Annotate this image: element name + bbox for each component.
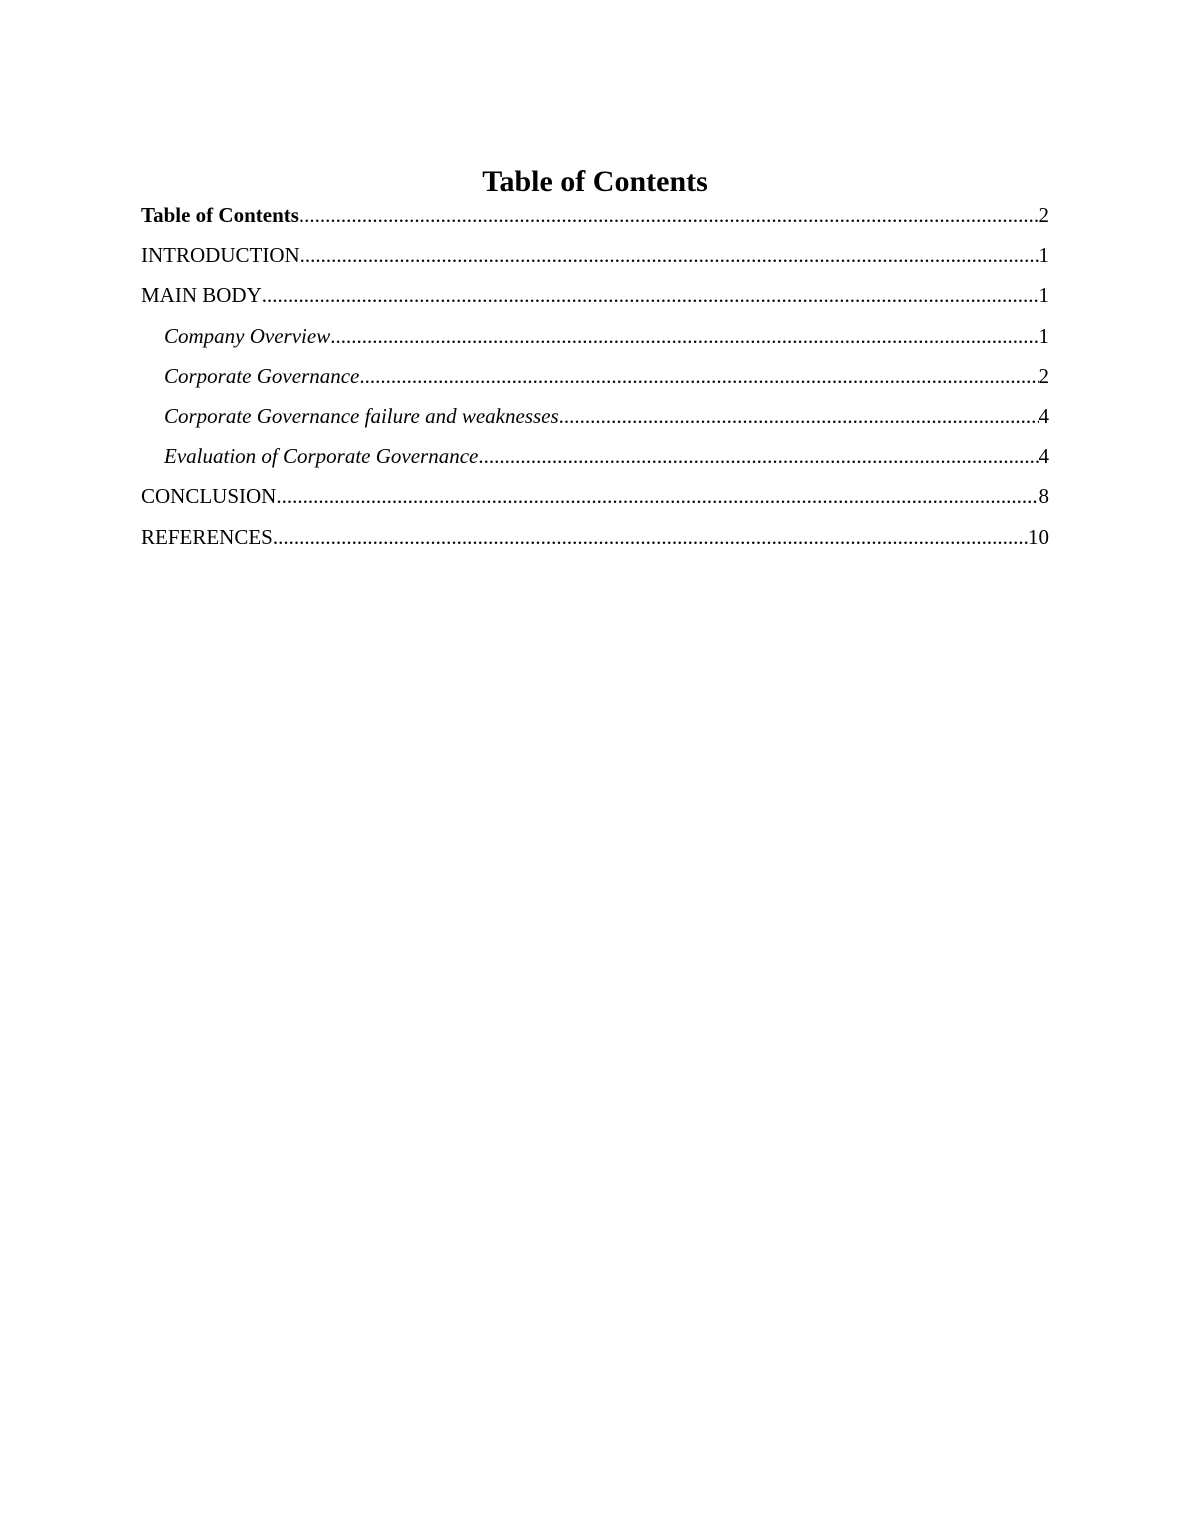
toc-entry-label: Corporate Governance failure and weaknesses: [164, 403, 559, 428]
page-title: Table of Contents: [482, 165, 708, 198]
toc-entry-label: REFERENCES: [141, 524, 273, 549]
dot-leader: [300, 240, 1039, 270]
toc-entry-page-number: 2: [1038, 363, 1049, 388]
toc-entry-governance-evaluation[interactable]: [141, 441, 1049, 481]
dot-leader: [299, 200, 1039, 230]
toc-entry-main-body[interactable]: [141, 280, 1049, 320]
dot-leader: [262, 280, 1039, 310]
toc-entry-page-number: 4: [1038, 403, 1049, 428]
toc-entry-page-number: 1: [1038, 243, 1049, 268]
dot-leader: [276, 481, 1038, 511]
toc-entry-page-number: 4: [1038, 444, 1049, 469]
toc-entry-governance-failure[interactable]: [141, 401, 1049, 441]
toc-entry-label: CONCLUSION: [141, 484, 277, 509]
dot-leader: [559, 401, 1039, 431]
table-of-contents: [141, 200, 1049, 562]
toc-entry-label: Evaluation of Corporate Governance: [164, 444, 479, 469]
toc-entry-company-overview[interactable]: [141, 321, 1049, 361]
dot-leader: [330, 321, 1038, 351]
toc-entry-label: Company Overview: [164, 323, 331, 348]
toc-entry-label: Corporate Governance: [164, 363, 360, 388]
toc-entry-conclusion[interactable]: [141, 481, 1049, 521]
toc-entry-table-of-contents[interactable]: [141, 200, 1049, 240]
dot-leader: [478, 441, 1038, 471]
toc-entry-page-number: 2: [1038, 203, 1049, 227]
toc-entry-page-number: 1: [1038, 283, 1049, 308]
dot-leader: [273, 522, 1028, 552]
dot-leader: [359, 361, 1038, 391]
toc-entry-label: Table of Contents: [141, 203, 299, 227]
toc-entry-page-number: 1: [1038, 323, 1049, 348]
toc-entry-page-number: 8: [1038, 484, 1049, 509]
toc-entry-label: MAIN BODY: [141, 283, 262, 308]
toc-entry-page-number: 10: [1028, 524, 1049, 549]
toc-entry-introduction[interactable]: [141, 240, 1049, 280]
toc-entry-label: INTRODUCTION: [141, 243, 300, 268]
toc-entry-corporate-governance[interactable]: [141, 361, 1049, 401]
toc-entry-references[interactable]: [141, 522, 1049, 562]
